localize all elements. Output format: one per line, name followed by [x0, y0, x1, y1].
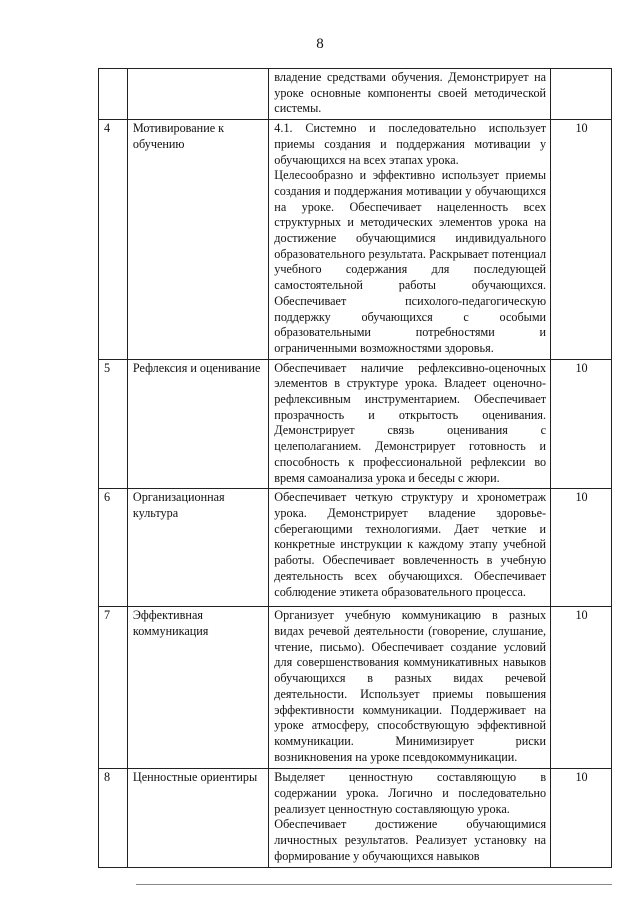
table-row — [99, 489, 612, 607]
criterion-description — [269, 607, 551, 769]
description-paragraph: 4.1. Системно и последовательно использует приемы создания и поддержания мотивации у обучающихся на всех этапах урока. — [274, 121, 547, 167]
row-number: 4 — [99, 120, 128, 360]
table-row — [99, 607, 612, 769]
description-paragraph: Целесообразно и эффективно использует приемы создания и поддержания мотивации у обучающихся на уроке. Обеспечивает нацеленность всех структурных и методических элементов урока на достижение обучающимися индивидуального образовательного результата. Раскрывает потенциал учебного содержания для последующей самостоятельной работы обучающихся. Обеспечивает психолого-педагогическую поддержку обучающихся с особыми образовательными потребностями и ограниченными возможностями здоровья. — [274, 168, 547, 355]
page-number: 8 — [316, 36, 324, 52]
description-paragraph: Обеспечивает наличие рефлексивно-оценочных элементов в структуре урока. Владеет оценочно-рефлексивным инструментарием. Обеспечивает прозрачность и открытость оценивания. Демонстрирует связь оценивания с целеполаганием. Демонстрирует готовность и способность к профессиональной рефлексии во время самоанализа урока и беседы с жюри. — [274, 360, 547, 485]
criterion-name: Рефлексия и оценивание — [127, 359, 268, 489]
description-paragraph: Обеспечивает четкую структуру и хронометраж урока. Демонстрирует владение здоровье-сберегающими технологиями. Дает четкие и конкретные инструкции к каждому этапу учебной работы. Обеспечивает вовлеченность в учебную деятельность всех обучающихся. Обеспечивает соблюдение этикета образовательного процесса. — [274, 490, 547, 599]
max-score: 10 — [551, 769, 612, 867]
table-row — [99, 769, 612, 867]
criterion-description — [269, 769, 551, 867]
description-paragraph: Обеспечивает достижение обучающимися личностных результатов. Реализует установку на формирование у обучающихся навыков — [274, 817, 547, 863]
criterion-name: Мотивирование к обучению — [127, 120, 268, 360]
max-score: 10 — [551, 489, 612, 607]
row-number — [99, 69, 128, 120]
criterion-name — [127, 69, 268, 120]
criterion-description — [269, 120, 551, 360]
criterion-description — [269, 69, 551, 120]
criterion-name: Организационная культура — [127, 489, 268, 607]
row-number: 6 — [99, 489, 128, 607]
description-paragraph: Организует учебную коммуникацию в разных видах речевой деятельности (говорение, слушание, чтение, письмо). Обеспечивает создание условий для совершенствования коммуникативных навыков обучающихся в разных видах речевой деятельности. Использует приемы повышения эффективности коммуникации. Поддерживает на уроке атмосферу, способствующую эффективной коммуникации. Минимизирует риски возникновения на уроке псевдокоммуникации. — [274, 608, 547, 764]
description-paragraph: Выделяет ценностную составляющую в содержании урока. Логично и последовательно реализует ценностную составляющую урока. — [274, 770, 547, 816]
criterion-name: Эффективная коммуникация — [127, 607, 268, 769]
criterion-name: Ценностные ориентиры — [127, 769, 268, 867]
criterion-description — [269, 359, 551, 489]
max-score — [551, 69, 612, 120]
table-row — [99, 69, 612, 120]
criterion-description — [269, 489, 551, 607]
row-number: 5 — [99, 359, 128, 489]
table-row — [99, 120, 612, 360]
row-number: 7 — [99, 607, 128, 769]
row-number: 8 — [99, 769, 128, 867]
max-score: 10 — [551, 607, 612, 769]
description-paragraph: владение средствами обучения. Демонстрирует на уроке основные компоненты своей методической системы. — [274, 70, 547, 116]
max-score: 10 — [551, 359, 612, 489]
table-row — [99, 359, 612, 489]
max-score: 10 — [551, 120, 612, 360]
evaluation-criteria-table — [98, 68, 612, 868]
page-bottom-rule — [136, 884, 612, 885]
